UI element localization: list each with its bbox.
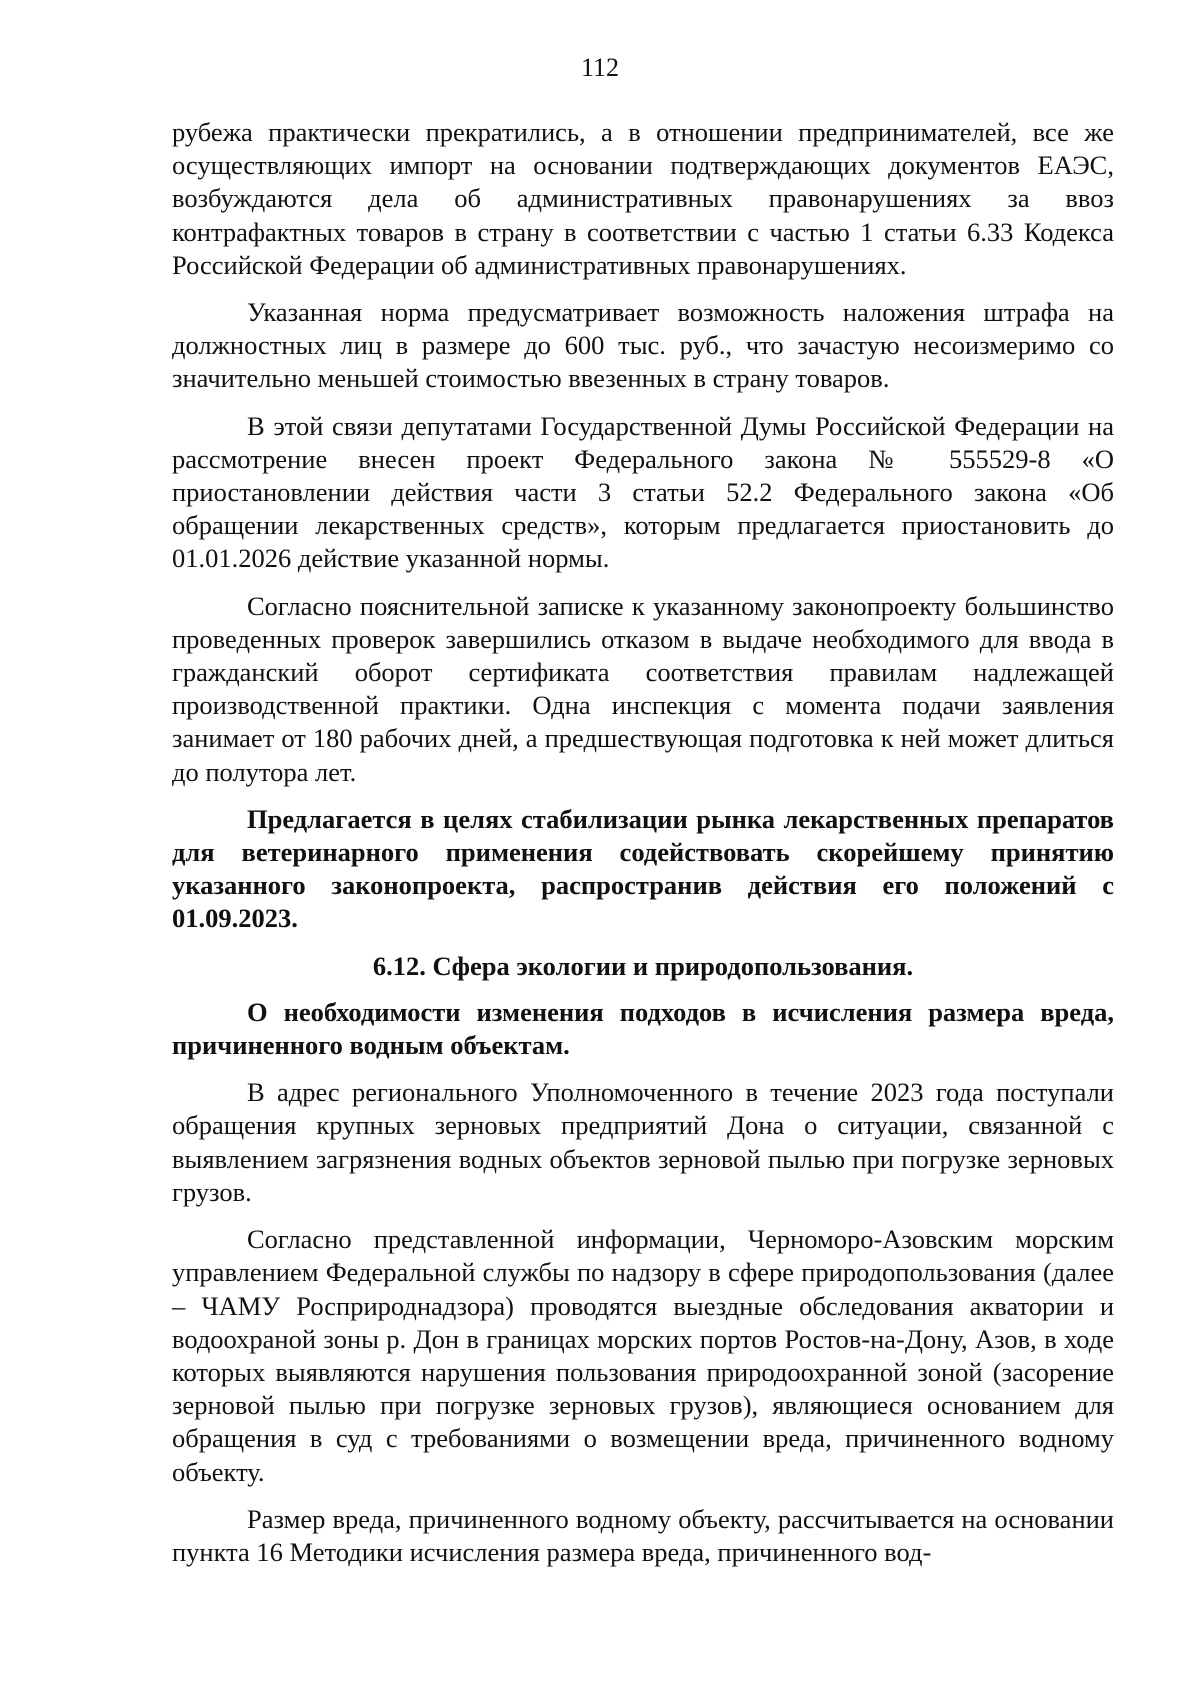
paragraph-inspections: Согласно представленной информации, Черноморо-Азовским морским управлением Федеральной службы по надзору в сфере природопользования (далее – ЧАМУ Росприроднадзора) проводятся выездные обследования акватории и водоохраной зоны р. Дон в границах морских портов Ростов-на-Дону, Азов, в ходе которых выявляются нарушения пользования природоохранной зоной (засорение зерновой пылью при погрузке зерновых грузов), являющиеся основанием для обращения в суд с требованиями о возмещении вреда, причиненного водному объекту.: [172, 1224, 1114, 1487]
paragraph-continuation: рубежа практически прекратились, а в отношении предпринимателей, все же осуществляющих импорт на основании подтверждающих документов ЕАЭС, возбуждаются дела об административных правонарушениях за ввоз контрафактных товаров в страну в соответствии с частью 1 статьи 6.33 Кодекса Российской Федерации об административных правонарушениях.: [172, 117, 1114, 280]
paragraph-fine-norm: Указанная норма предусматривает возможность наложения штрафа на должностных лиц в размере до 600 тыс. руб., что зачастую несоизмеримо со значительно меньшей стоимостью ввезенных в страну товаров.: [172, 297, 1114, 394]
paragraph-appeals: В адрес регионального Уполномоченного в течение 2023 года поступали обращения крупных зерновых предприятий Дона о ситуации, связанной с выявлением загрязнения водных объектов зерновой пылью при погрузке зерновых грузов.: [172, 1077, 1114, 1207]
section-heading: 6.12. Сфера экологии и природопользования.: [372, 950, 914, 981]
subsection-heading: О необходимости изменения подходов в исчисления размера вреда, причиненного водным объектам.: [172, 996, 1114, 1061]
page-number: 112: [580, 53, 620, 82]
paragraph-proposal: Предлагается в целях стабилизации рынка лекарственных препаратов для ветеринарного применения содействовать скорейшему принятию указанного законопроекта, распространив действия его положений с 01.09.2023.: [172, 803, 1114, 934]
paragraph-explanatory-note: Согласно пояснительной записке к указанному законопроекту большинство проведенных проверок завершились отказом в выдаче необходимого для ввода в гражданский оборот сертификата соответствия правилам надлежащей производственной практики. Одна инспекция с момента подачи заявления занимает от 180 рабочих дней, а предшествующая подготовка к ней может длиться до полутора лет.: [172, 590, 1114, 787]
paragraph-draft-law: В этой связи депутатами Государственной Думы Российской Федерации на рассмотрение внесен проект Федерального закона № 555529-8 «О приостановлении действия части 3 статьи 52.2 Федерального закона «Об обращении лекарственных средств», которым предлагается приостановить до 01.01.2026 действие указанной нормы.: [172, 410, 1114, 574]
document-body: [172, 116, 1114, 1583]
paragraph-damage-calculation: Размер вреда, причиненного водному объекту, рассчитывается на основании пункта 16 Методики исчисления размера вреда, причиненного вод-: [172, 1503, 1114, 1567]
